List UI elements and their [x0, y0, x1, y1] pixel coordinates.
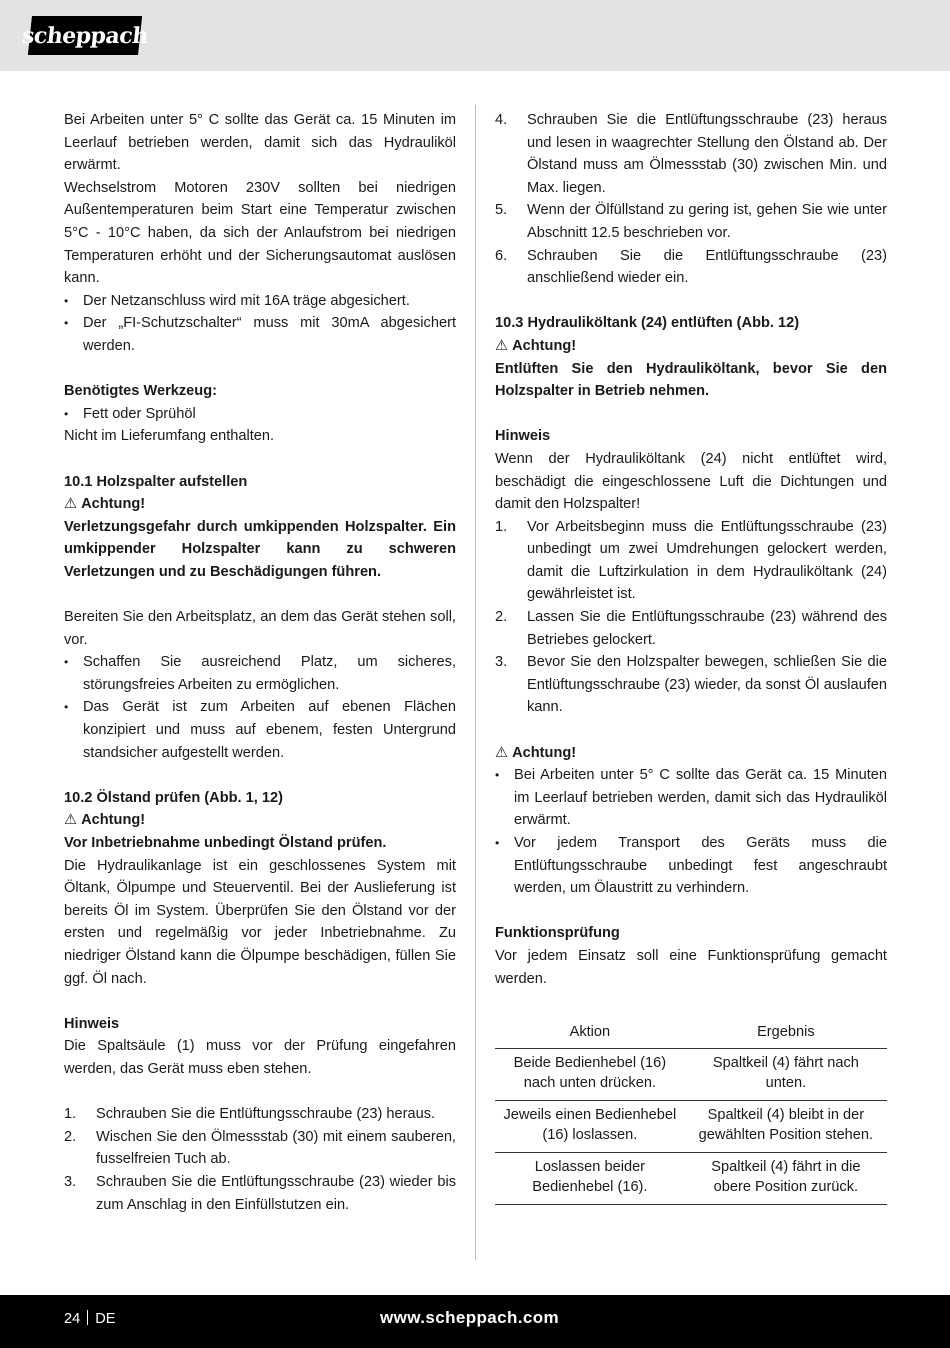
list-item: • Das Gerät ist zum Arbeiten auf ebenen Flächen konzipiert und muss auf ebenem, festen Untergrund standsicher aufgestellt werden. [64, 696, 456, 764]
intro-paragraph-2: Wechselstrom Motoren 230V sollten bei niedrigen Außentemperaturen beim Start eine Temperatur zwischen 5°C - 10°C haben, da sich der Anlaufstrom bei niedrigen Temperaturen erhöht und der Sicherungsautomat auslösen kann. [64, 179, 456, 287]
list-item: 3. Bevor Sie den Holzspalter bewegen, schließen Sie die Entlüftungsschraube (23) wieder, da sonst Öl auslaufen kann. [495, 654, 887, 716]
section-heading-10-3: 10.3 Hydrauliköltank (24) entlüften (Abb. 12) [495, 315, 800, 332]
page-number: 24 DE [64, 1311, 116, 1327]
language-code: DE [95, 1311, 116, 1327]
warning-bullets [495, 764, 887, 900]
venting-steps [495, 516, 887, 719]
footer-separator [87, 1310, 88, 1325]
list-item: • Schaffen Sie ausreichend Platz, um sicheres, störungsfreies Arbeiten zu ermöglichen. [64, 651, 456, 696]
list-item: 2. Lassen Sie die Entlüftungsschraube (23) während des Betriebes gelockert. [495, 609, 887, 648]
right-column [495, 109, 887, 1205]
table-cell: Spaltkeil (4) bleibt in der gewählten Position stehen. [685, 1101, 887, 1153]
body-paragraph: Die Hydraulikanlage ist ein geschlossenes System mit Öltank, Ölpumpe und Steuerventil. Bei der Auslieferung ist bereits Öl im System. Überprüfen Sie den Ölstand vor der ersten und regelmäßig vor jeder Inbetriebnahme. Zu niedriger Ölstand kann die Ölpumpe beschädigen, füllen Sie ggf. Öl nach. [64, 857, 456, 987]
tools-bullets [64, 403, 456, 426]
table-header-result: Ergebnis [685, 1019, 887, 1049]
brand-logo: scheppach [28, 16, 142, 55]
oil-check-steps [64, 1103, 456, 1216]
list-item: 5. Wenn der Ölfüllstand zu gering ist, gehen Sie wie unter Abschnitt 12.5 beschrieben vor. [495, 202, 887, 241]
warning-triangle-icon: ⚠ [495, 337, 509, 354]
column-divider [475, 105, 476, 1260]
hinweis-text: Wenn der Hydrauliköltank (24) nicht entlüftet wird, beschädigt die eingeschlossene Luft die Dichtungen und damit den Holzspalter! [495, 450, 887, 513]
tools-heading: Benötigtes Werkzeug: [64, 383, 217, 400]
table-cell: Spaltkeil (4) fährt nach unten. [685, 1049, 887, 1101]
power-bullets [64, 290, 456, 358]
warning-triangle-icon: ⚠ [64, 812, 78, 829]
list-item: • Der „FI-Schutzschalter“ muss mit 30mA abgesichert werden. [64, 312, 456, 357]
website-url[interactable]: www.scheppach.com [380, 1308, 560, 1327]
table-row [495, 1101, 887, 1153]
function-test-text: Vor jedem Einsatz soll eine Funktionsprüfung gemacht werden. [495, 947, 887, 987]
page-footer [0, 1295, 950, 1348]
function-test-table [495, 1019, 887, 1206]
list-item: 3. Schrauben Sie die Entlüftungsschraube (23) wieder bis zum Anschlag in den Einfüllstutzen ein. [64, 1173, 456, 1213]
table-row [495, 1153, 887, 1205]
hinweis-text: Die Spaltsäule (1) muss vor der Prüfung eingefahren werden, das Gerät muss eben stehen. [64, 1038, 456, 1077]
list-item: 2. Wischen Sie den Ölmessstab (30) mit einem sauberen, fusselfreien Tuch ab. [64, 1128, 456, 1168]
list-item: • Fett oder Sprühöl [64, 403, 456, 426]
warning-text: Vor Inbetriebnahme unbedingt Ölstand prüfen. [64, 835, 387, 851]
list-item: 6. Schrauben Sie die Entlüftungsschraube (23) anschließend wieder ein. [495, 247, 887, 287]
section-heading-10-2: 10.2 Ölstand prüfen (Abb. 1, 12) [64, 789, 283, 806]
warning-triangle-icon: ⚠ [64, 496, 78, 513]
list-item: 1. Vor Arbeitsbeginn muss die Entlüftungsschraube (23) unbedingt um zwei Umdrehungen gelockert werden, damit die Luftzirkulation in dem Hydrauliköltank (24) gewährleistet ist. [495, 518, 887, 603]
left-column [64, 109, 456, 1216]
warning-label: ⚠ Achtung! [495, 742, 887, 765]
hinweis-heading: Hinweis [495, 428, 551, 445]
intro-paragraph-1: Bei Arbeiten unter 5° C sollte das Gerät ca. 15 Minuten im Leerlauf betrieben werden, damit sich das Hydrauliköl erwärmt. [64, 112, 456, 174]
table-header-action: Aktion [495, 1019, 685, 1049]
warning-triangle-icon: ⚠ [495, 744, 509, 761]
list-item: • Der Netzanschluss wird mit 16A träge abgesichert. [64, 290, 456, 313]
setup-bullets [64, 651, 456, 764]
warning-label: ⚠ Achtung! [64, 493, 456, 516]
warning-text: Verletzungsgefahr durch umkippenden Holzspalter. Ein umkippender Holzspalter kann zu schweren Verletzungen und zu Beschädigungen führen. [64, 518, 456, 580]
table-row [495, 1049, 887, 1101]
table-cell: Spaltkeil (4) fährt in die obere Position zurück. [685, 1153, 887, 1205]
section-heading-10-1: 10.1 Holzspalter aufstellen [64, 473, 248, 490]
warning-label: ⚠ Achtung! [64, 809, 456, 832]
list-item: 1. Schrauben Sie die Entlüftungsschraube (23) heraus. [64, 1106, 436, 1123]
table-cell: Jeweils einen Bedienhebel (16) loslassen. [495, 1101, 685, 1153]
table-cell: Loslassen beider Bedienhebel (16). [495, 1153, 685, 1205]
table-cell: Beide Bedienhebel (16) nach unten drücken. [495, 1049, 685, 1101]
body-paragraph: Bereiten Sie den Arbeitsplatz, an dem das Gerät stehen soll, vor. [64, 609, 456, 648]
warning-label: ⚠ Achtung! [495, 335, 887, 358]
warning-text: Entlüften Sie den Hydrauliköltank, bevor Sie den Holzspalter in Betrieb nehmen. [495, 360, 887, 400]
list-item: • Vor jedem Transport des Geräts muss die Entlüftungsschraube unbedingt fest angeschraubt werden, um Ölaustritt zu verhindern. [495, 832, 887, 900]
list-item: 4. Schrauben Sie die Entlüftungsschraube (23) heraus und lesen in waagrechter Stellung den Ölstand ab. Der Ölstand muss am Ölmessstab (30) zwischen Min. und Max. liegen. [495, 112, 887, 196]
list-item: • Bei Arbeiten unter 5° C sollte das Gerät ca. 15 Minuten im Leerlauf betrieben werden, damit sich das Hydrauliköl erwärmt. [495, 764, 887, 832]
oil-check-steps-cont [495, 109, 887, 290]
page-header [0, 0, 950, 71]
hinweis-heading: Hinweis [64, 1015, 120, 1032]
tools-note: Nicht im Lieferumfang enthalten. [64, 428, 275, 445]
function-test-heading: Funktionsprüfung [495, 925, 620, 942]
